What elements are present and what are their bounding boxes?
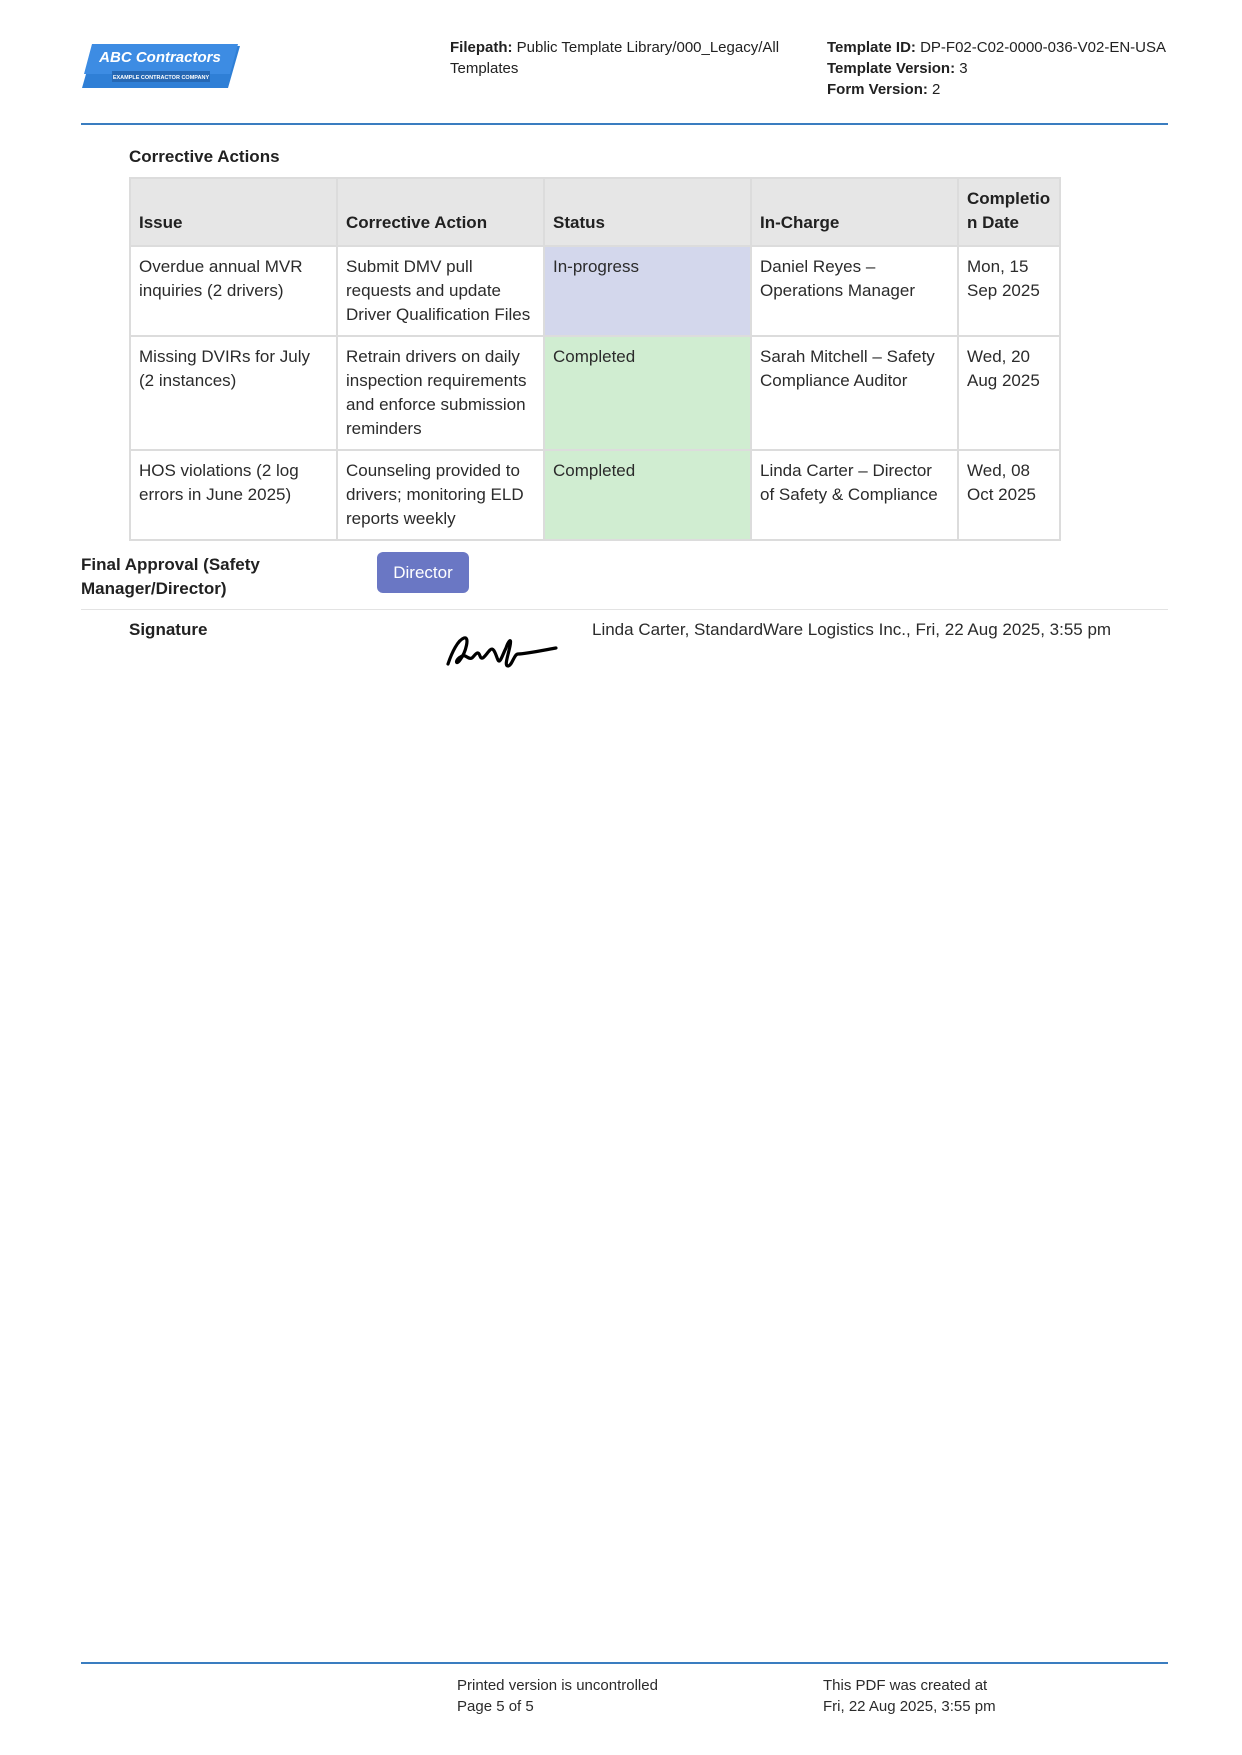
cell-in-charge: Linda Carter – Director of Safety & Compliance <box>751 450 958 540</box>
corrective-actions-table <box>129 177 1061 541</box>
logo-tagline: EXAMPLE CONTRACTOR COMPANY <box>112 75 210 81</box>
column-header-in-charge: In-Charge <box>751 178 958 246</box>
cell-status: In-progress <box>544 246 751 336</box>
template-id-label: Template ID: <box>827 39 916 56</box>
cell-date: Wed, 08 Oct 2025 <box>958 450 1060 540</box>
cell-in-charge: Daniel Reyes – Operations Manager <box>751 246 958 336</box>
section-title: Corrective Actions <box>129 147 280 166</box>
cell-issue: HOS violations (2 log errors in June 2025) <box>130 450 337 540</box>
created-timestamp: Fri, 22 Aug 2025, 3:55 pm <box>823 1698 996 1715</box>
template-version-value: 3 <box>959 60 968 77</box>
form-version-value: 2 <box>932 81 941 98</box>
filepath-block <box>450 37 780 79</box>
cell-issue: Missing DVIRs for July (2 instances) <box>130 336 337 450</box>
cell-status: Completed <box>544 450 751 540</box>
cell-action: Retrain drivers on daily inspection requirements and enforce submission reminders <box>337 336 544 450</box>
form-version-label: Form Version: <box>827 81 928 98</box>
company-logo <box>82 44 240 90</box>
logo-name: ABC Contractors <box>99 49 221 66</box>
page-number: Page 5 of 5 <box>457 1698 534 1715</box>
filepath-label: Filepath: <box>450 39 513 56</box>
signature-label: Signature <box>129 620 208 639</box>
cell-date: Mon, 15 Sep 2025 <box>958 246 1060 336</box>
footer-created-info <box>823 1675 996 1717</box>
final-approval-label: Final Approval (Safety Manager/Director) <box>81 555 260 598</box>
approval-divider <box>81 609 1168 610</box>
template-version-label: Template Version: <box>827 60 956 77</box>
template-id-value: DP-F02-C02-0000-036-V02-EN-USA <box>920 39 1167 56</box>
cell-date: Wed, 20 Aug 2025 <box>958 336 1060 450</box>
cell-issue: Overdue annual MVR inquiries (2 drivers) <box>130 246 337 336</box>
footer-page-info <box>457 1675 658 1717</box>
signature-details: Linda Carter, StandardWare Logistics Inc., Fri, 22 Aug 2025, 3:55 pm <box>592 620 1112 639</box>
template-meta-block <box>827 37 1167 100</box>
header-divider <box>81 123 1168 125</box>
signature-image <box>444 630 559 674</box>
created-label: This PDF was created at <box>823 1677 988 1694</box>
director-button[interactable]: Director <box>377 552 469 593</box>
column-header-corrective-action: Corrective Action <box>337 178 544 246</box>
cell-action: Counseling provided to drivers; monitoring ELD reports weekly <box>337 450 544 540</box>
cell-status: Completed <box>544 336 751 450</box>
footer-divider <box>81 1662 1168 1664</box>
uncontrolled-notice: Printed version is uncontrolled <box>457 1677 658 1694</box>
column-header-issue: Issue <box>130 178 337 246</box>
table-row <box>130 336 1060 450</box>
cell-in-charge: Sarah Mitchell – Safety Compliance Auditor <box>751 336 958 450</box>
cell-action: Submit DMV pull requests and update Driver Qualification Files <box>337 246 544 336</box>
column-header-status: Status <box>544 178 751 246</box>
table-row <box>130 450 1060 540</box>
filepath-value: Public Template Library/000_Legacy/All Templates <box>450 39 780 77</box>
table-row <box>130 246 1060 336</box>
column-header-completion-date: Completio n Date <box>958 178 1060 246</box>
table-header-row <box>130 178 1060 246</box>
